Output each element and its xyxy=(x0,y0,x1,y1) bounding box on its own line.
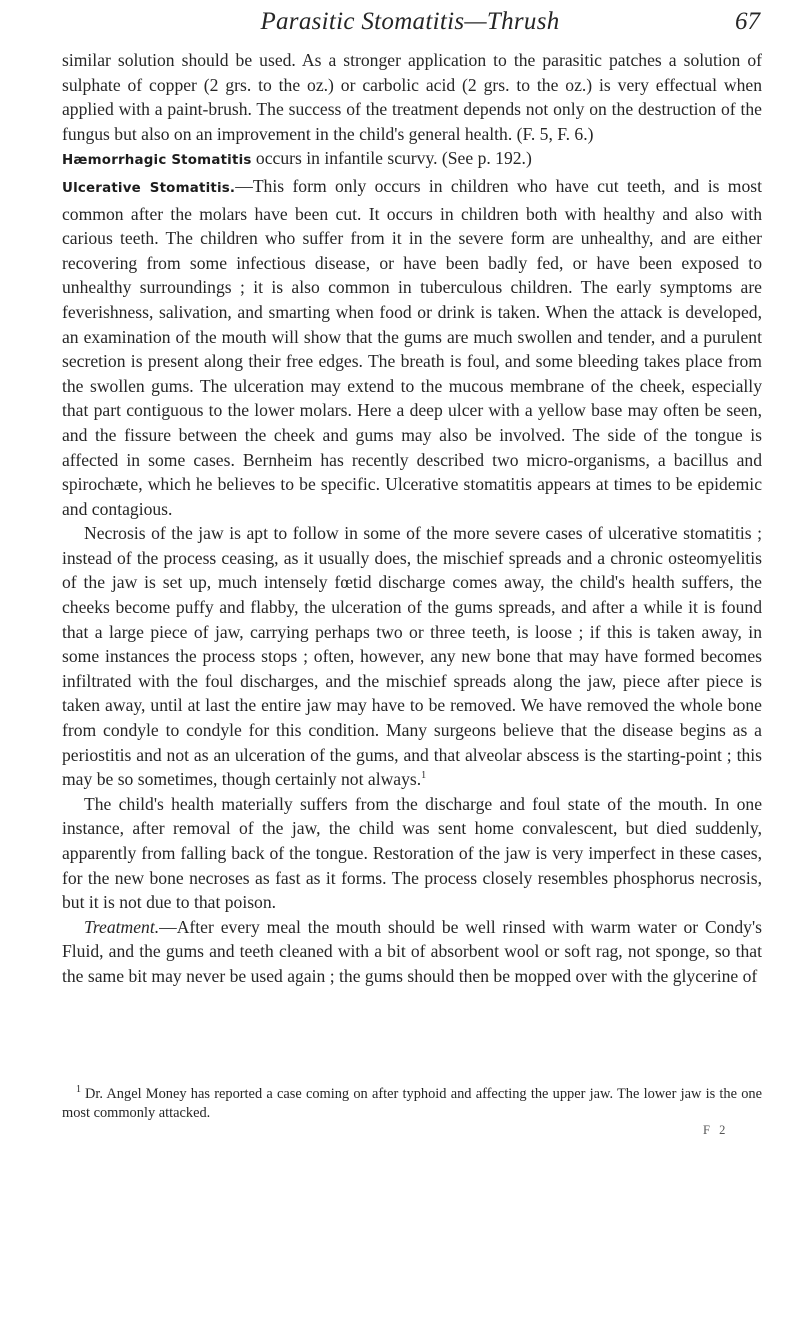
section-heading: Ulcerative Stomatitis. xyxy=(62,180,236,196)
paragraph-text: occurs in infantile scurvy. (See p. 192.) xyxy=(251,148,532,169)
footnote-marker: 1 xyxy=(76,1084,81,1096)
footnote-text: Dr. Angel Money has reported a case coming on after typhoid and affecting the upper jaw. The lower jaw is the one most commonly attacked. xyxy=(62,1086,762,1121)
paragraph xyxy=(62,521,762,792)
paragraph-text: Necrosis of the jaw is apt to follow in some of the more severe cases of ulcerative stomatitis ; instead of the process ceasing, as it usually does, the mischief spreads and a chronic osteomyelitis of the jaw is set up, much intensely fœtid discharge comes away, the child's health suffers, the cheeks become puffy and flabby, the ulceration of the gums spreads, and after a while it is found that a large piece of jaw, carrying perhaps two or three teeth, is loose ; if this is taken away, in some instances the process stops ; often, however, any new bone that may have formed becomes infiltrated with the foul discharges, and the mischief spreads along the jaw, piece after piece is taken away, until at last the entire jaw may have to be removed. We have removed the whole bone from condyle to condyle for this condition. Many surgeons believe that the disease begins as a periostitis and not as an ulceration of the gums, and that alveolar abscess is the starting-point ; this may be so sometimes, though certainly not always. xyxy=(62,523,762,790)
paragraph-text: The child's health materially suffers from the discharge and foul state of the mouth. In one instance, after removal of the jaw, the child was sent home convalescent, but died suddenly, apparently from falling back of the tongue. Restoration of the jaw is very imperfect in these cases, for the new bone necroses as fast as it forms. The process closely resembles phosphorus necrosis, but it is not due to that poison. xyxy=(62,793,762,913)
paragraph xyxy=(62,48,762,146)
paragraph xyxy=(62,915,762,989)
body-text xyxy=(62,48,762,989)
section-heading: Hæmorrhagic Stomatitis xyxy=(62,153,252,169)
paragraph-text: —After every meal the mouth should be well rinsed with warm water or Condy's Fluid, and the gums and teeth cleaned with a bit of absorbent wool or soft rag, not sponge, so that the same bit may never be used again ; the gums should then be mopped over with the glycerine of xyxy=(62,916,762,986)
paragraph xyxy=(62,174,762,521)
page-header xyxy=(60,8,760,44)
footnote-reference: 1 xyxy=(421,770,427,782)
paragraph xyxy=(62,792,762,915)
footnote xyxy=(62,1085,762,1123)
running-head: Parasitic Stomatitis—Thrush xyxy=(260,8,560,35)
subsection-heading: Treatment. xyxy=(84,916,160,937)
page-number: 67 xyxy=(735,8,760,35)
signature-mark: F 2 xyxy=(703,1123,729,1137)
paragraph-text: similar solution should be used. As a stronger application to the parasitic patches a solution of sulphate of copper (2 grs. to the oz.) or carbolic acid (2 grs. to the oz.) is very effectual when applied with a paint-brush. The success of the treatment depends not only on the destruction of the fungus but also on an improvement in the child's general health. (F. 5, F. 6.) xyxy=(62,50,762,144)
paragraph-text: —This form only occurs in children who have cut teeth, and is most common after the molars have been cut. It occurs in children both with healthy and also with carious teeth. The children who suffer from it in the severe form are unhealthy, and are either recovering from some infectious disease, or have been badly fed, or have been exposed to unhealthy surroundings ; it is also common in tuberculous children. The early symptoms are feverishness, salivation, and smarting when food or drink is taken. When the attack is developed, an examination of the mouth will show that the gums are much swollen and tender, and a purulent secretion is present along their free edges. The breath is foul, and some bleeding takes place from the swollen gums. The ulceration may extend to the mucous membrane of the cheek, especially that part contiguous to the lower molars. Here a deep ulcer with a yellow base may often be seen, and the fissure between the cheek and gums may also be involved. The side of the tongue is affected in some cases. Bernheim has recently described two micro-organisms, a bacillus and spirochæte, which he believes to be specific. Ulcerative stomatitis appears at times to be epidemic and contagious. xyxy=(62,175,762,519)
paragraph xyxy=(62,146,762,174)
